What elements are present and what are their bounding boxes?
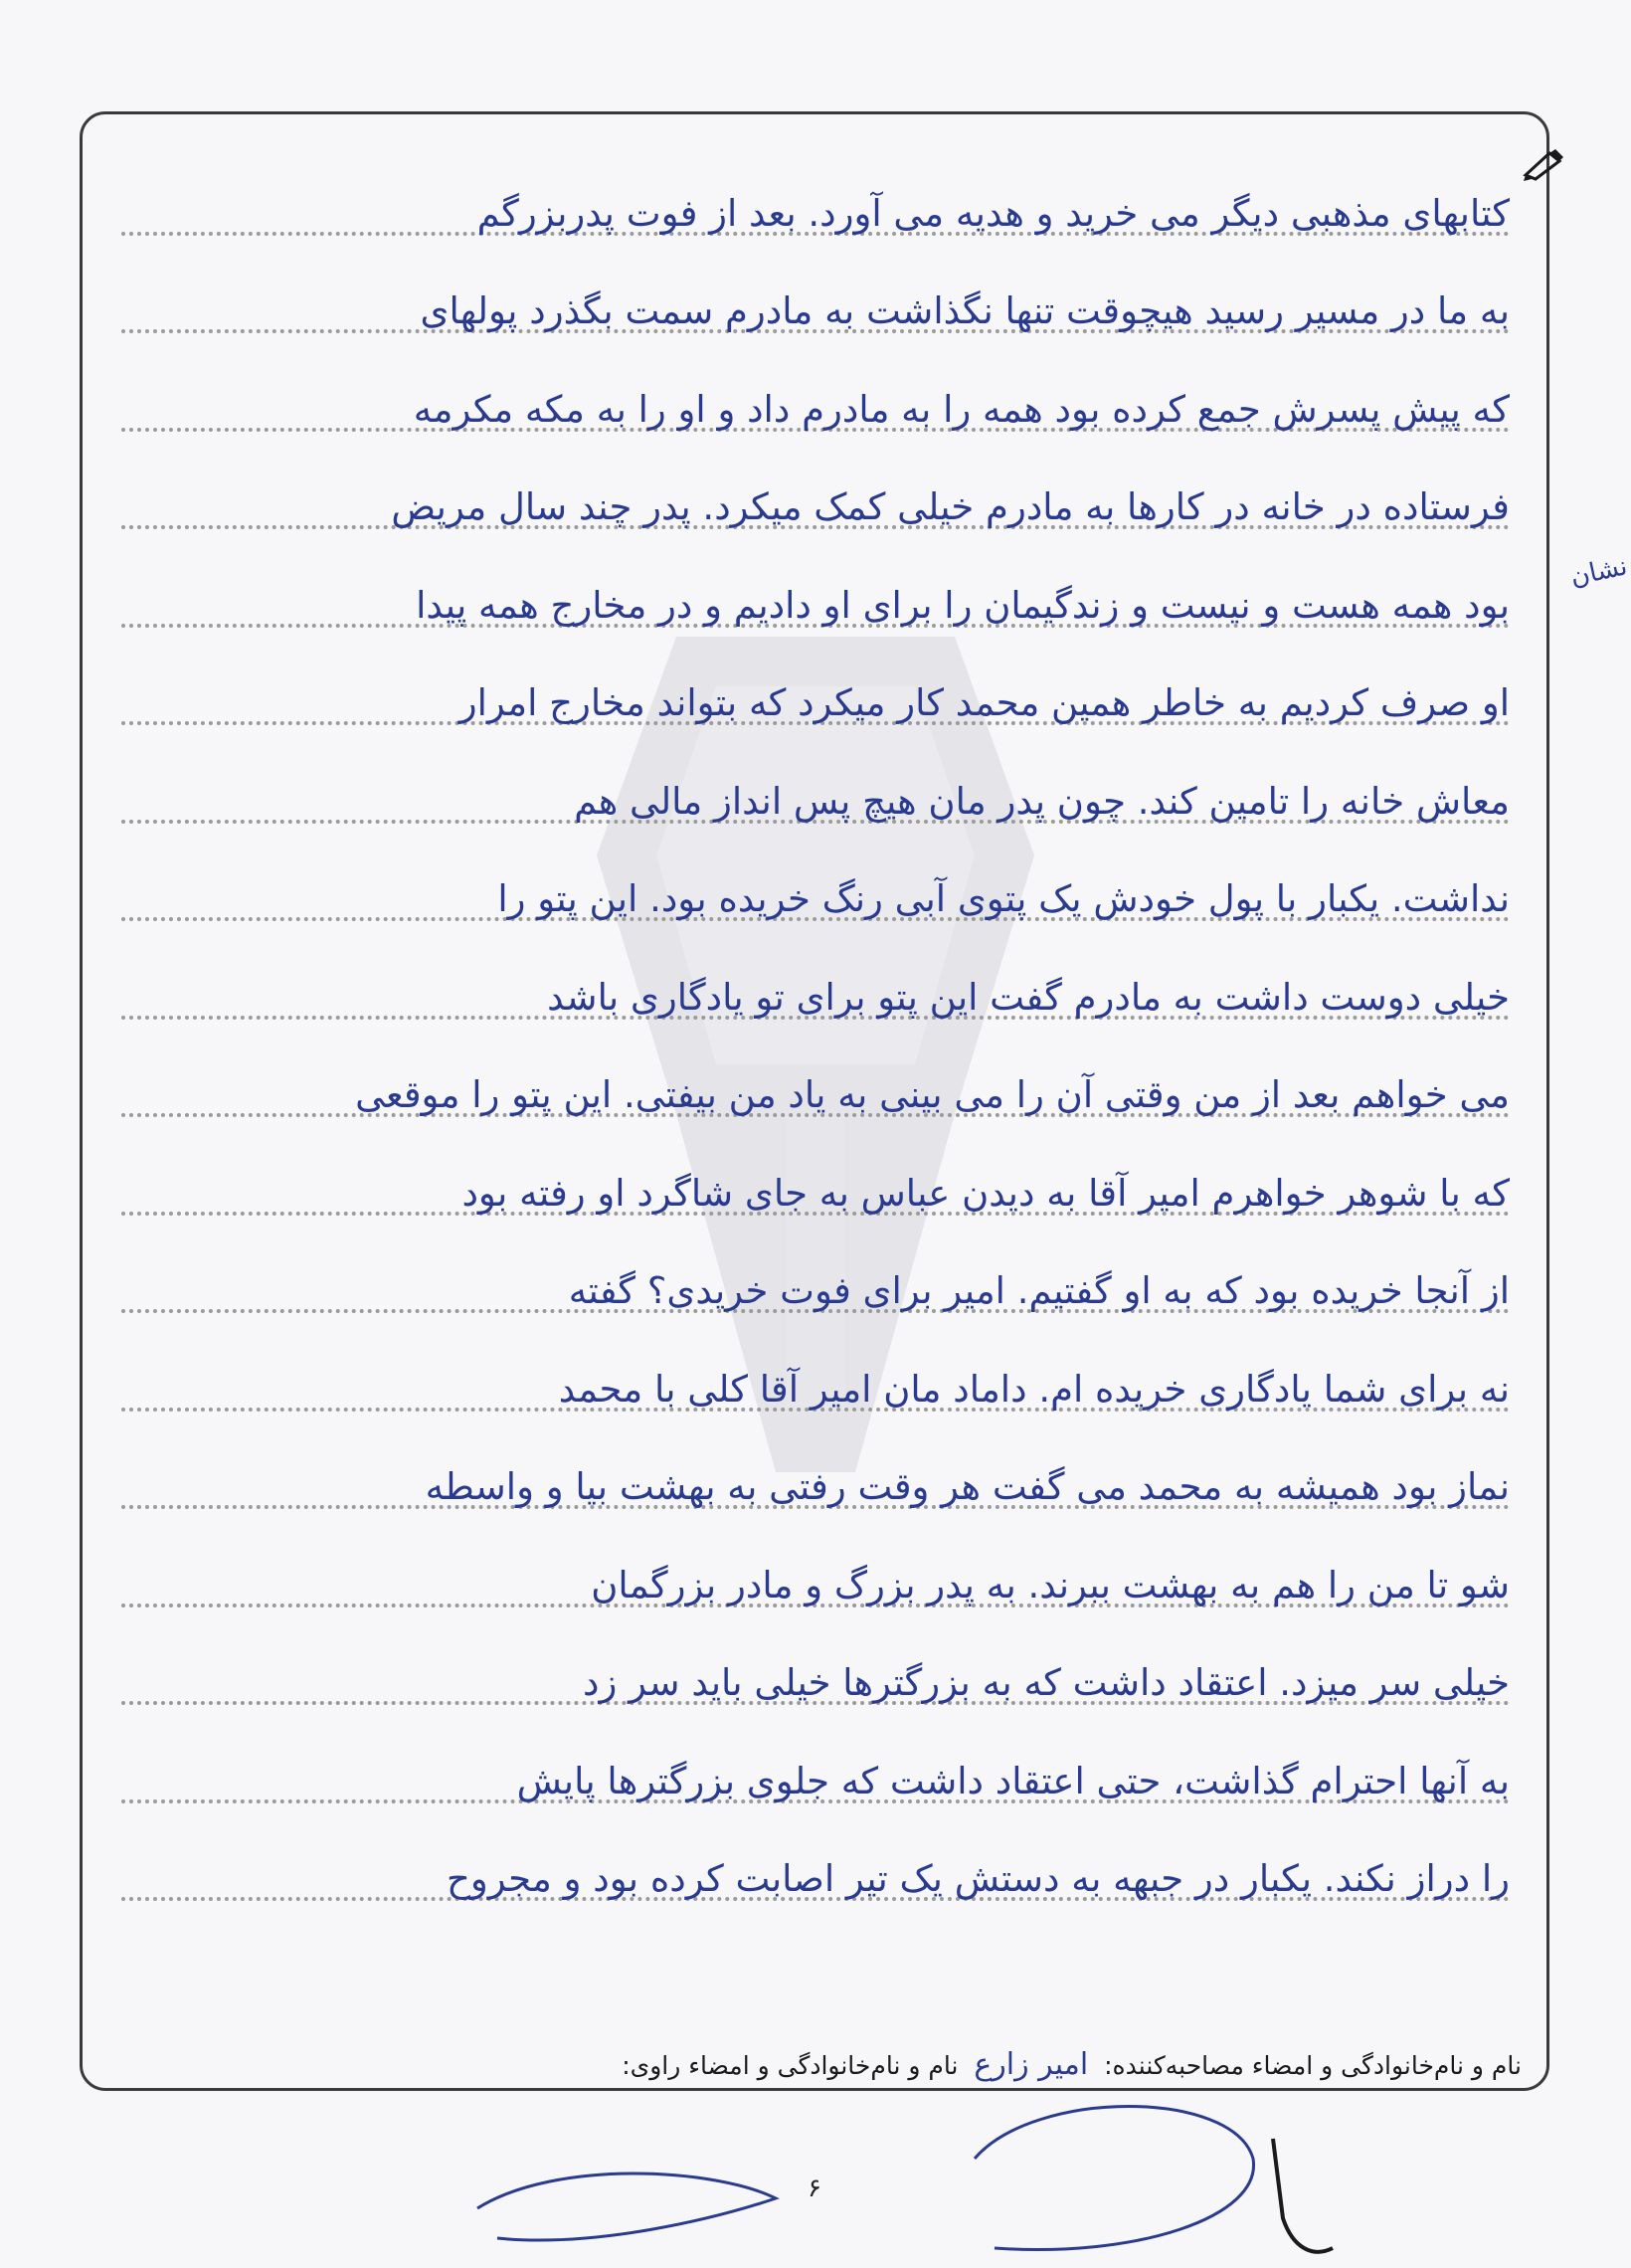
line-text: که پیش پسرش جمع کرده بود همه را به مادرم داد و او را به مکه مکرمه <box>413 387 1510 431</box>
text-line-13 <box>99 1325 1532 1423</box>
signature-footer <box>622 2047 1522 2082</box>
text-line-4 <box>99 444 1532 542</box>
text-line-15 <box>99 1521 1532 1619</box>
line-text: به آنها احترام گذاشت، حتی اعتقاد داشت که جلوی بزرگترها پایش <box>516 1759 1510 1802</box>
text-line-6 <box>99 640 1532 738</box>
text-line-14 <box>99 1423 1532 1522</box>
line-text: به ما در مسیر رسید هیچوقت تنها نگذاشت به مادرم سمت بگذرد پولهای <box>420 289 1510 332</box>
handwritten-text-block <box>99 149 1532 1913</box>
line-text: خیلی دوست داشت به مادرم گفت این پتو برای تو یادگاری باشد <box>547 975 1510 1019</box>
margin-note: نشان <box>1567 551 1630 593</box>
text-line-12 <box>99 1228 1532 1326</box>
line-text: از آنجا خریده بود که به او گفتیم. امیر برای فوت خریدی؟ گفته <box>568 1269 1510 1312</box>
pen-icon <box>1520 147 1571 181</box>
text-line-1 <box>99 149 1532 248</box>
line-text: شو تا من را هم به بهشت ببرند. به پدر بزرگ و مادر بزرگمان <box>591 1563 1510 1606</box>
text-line-17 <box>99 1717 1532 1815</box>
text-line-10 <box>99 1032 1532 1130</box>
line-text: می خواهم بعد از من وقتی آن را می بینی به یاد من بیفتی. این پتو را موقعی <box>355 1073 1510 1116</box>
line-text: خیلی سر میزد. اعتقاد داشت که به بزرگترها خیلی باید سر زد <box>583 1661 1510 1704</box>
text-line-18 <box>99 1815 1532 1914</box>
text-line-5 <box>99 541 1532 640</box>
line-text: فرستاده در خانه در کارها به مادرم خیلی کمک میکرد. پدر چند سال مریض <box>391 485 1510 528</box>
text-line-8 <box>99 836 1532 934</box>
interviewer-label: نام و نام‌خانوادگی و امضاء مصاحبه‌کننده: <box>1104 2051 1522 2080</box>
line-text: نه برای شما یادگاری خریده ام. داماد مان امیر آقا کلی با محمد <box>558 1367 1510 1411</box>
text-line-2 <box>99 248 1532 346</box>
line-text: را دراز نکند. یکبار در جبهه به دستش یک تیر اصابت کرده بود و مجروح <box>446 1857 1510 1900</box>
line-text: بود همه هست و نیست و زندگیمان را برای او دادیم و در مخارج همه پیدا <box>416 583 1510 627</box>
page-number: ۶ <box>808 2174 821 2203</box>
text-line-3 <box>99 345 1532 444</box>
line-text: که با شوهر خواهرم امیر آقا به دیدن عباس به جای شاگرد او رفته بود <box>461 1171 1510 1215</box>
line-text: او صرف کردیم به خاطر همین محمد کار میکرد که بتواند مخارج امرار <box>458 681 1510 724</box>
line-text: نماز بود همیشه به محمد می گفت هر وقت رفتی به بهشت بیا و واسطه <box>425 1465 1510 1508</box>
line-text: نداشت. یکبار با پول خودش یک پتوی آبی رنگ خریده بود. این پتو را <box>497 877 1510 920</box>
text-line-7 <box>99 737 1532 836</box>
narrator-label: نام و نام‌خانوادگی و امضاء راوی: <box>622 2051 959 2080</box>
text-line-11 <box>99 1129 1532 1228</box>
line-text: کتابهای مذهبی دیگر می خرید و هدیه می آورد. بعد از فوت پدربزرگم <box>476 191 1510 235</box>
line-text: معاش خانه را تامین کند. چون پدر مان هیچ پس انداز مالی هم <box>574 779 1510 823</box>
text-line-16 <box>99 1619 1532 1718</box>
interviewer-name: امیر زارع <box>974 2047 1089 2082</box>
text-line-9 <box>99 933 1532 1032</box>
